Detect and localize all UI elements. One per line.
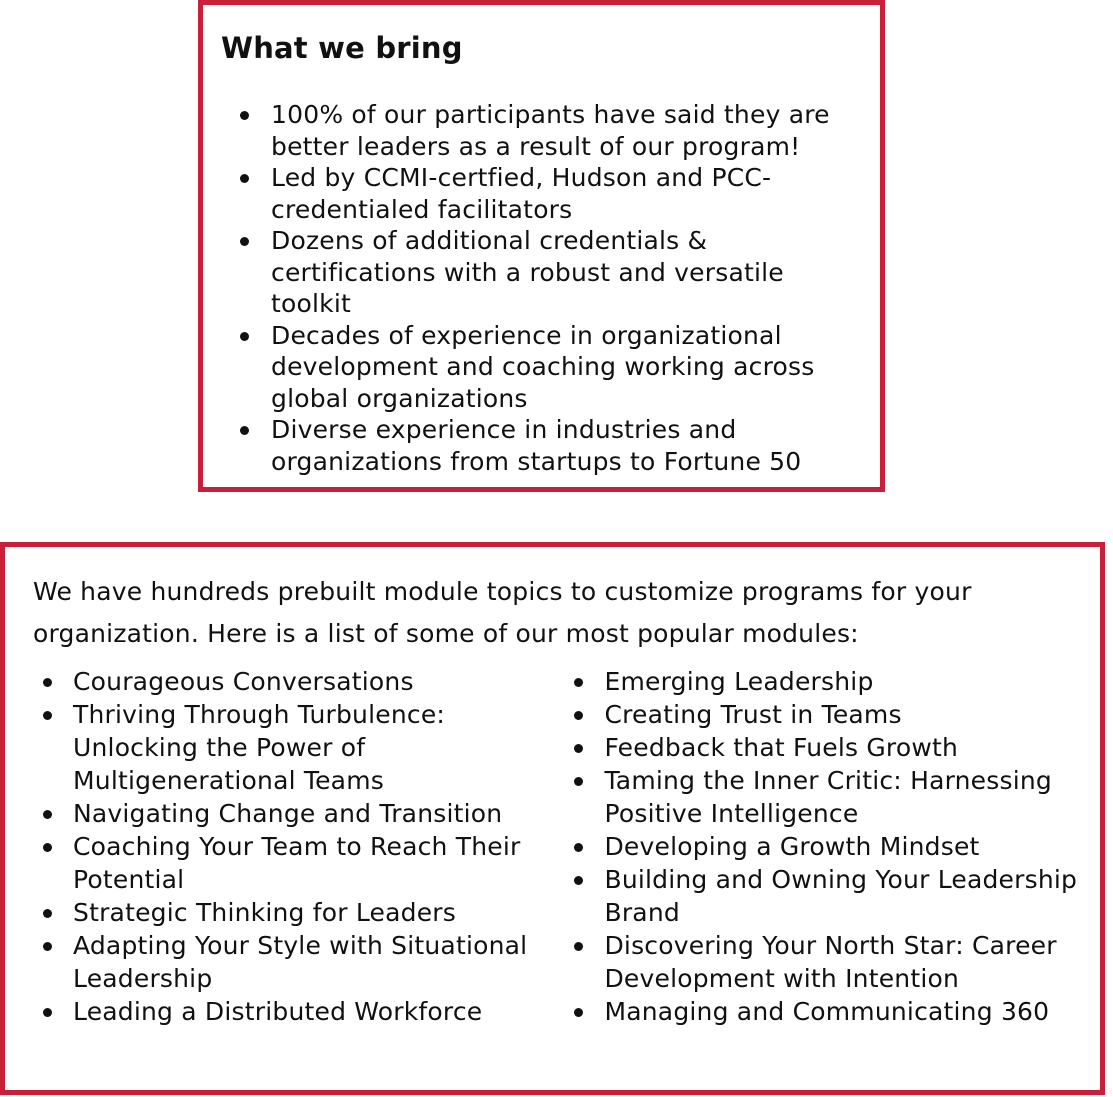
module-list-item: Navigating Change and Transition bbox=[33, 797, 564, 830]
module-list-item: Discovering Your North Star: Career Development with Intention bbox=[564, 929, 1090, 995]
module-list-item: Feedback that Fuels Growth bbox=[564, 731, 1090, 764]
module-list-item: Courageous Conversations bbox=[33, 665, 564, 698]
module-list-item: Coaching Your Team to Reach Their Potential bbox=[33, 830, 564, 896]
module-list-item: Thriving Through Turbulence: Unlocking the Power of Multigenerational Teams bbox=[33, 698, 564, 797]
bring-list-item: Led by CCMI-certfied, Hudson and PCC-credentialed facilitators bbox=[221, 162, 860, 225]
module-list-item: Creating Trust in Teams bbox=[564, 698, 1090, 731]
bring-list-item: Dozens of additional credentials & certifications with a robust and versatile toolkit bbox=[221, 225, 860, 320]
what-we-bring-title: What we bring bbox=[221, 31, 463, 65]
module-list-item: Adapting Your Style with Situational Leadership bbox=[33, 929, 564, 995]
modules-list-right bbox=[564, 665, 1090, 1028]
what-we-bring-panel bbox=[198, 0, 885, 492]
modules-panel bbox=[0, 542, 1105, 1095]
module-list-item: Leading a Distributed Workforce bbox=[33, 995, 564, 1028]
bring-list-item: Diverse experience in industries and organizations from startups to Fortune 50 bbox=[221, 414, 860, 477]
module-list-item: Managing and Communicating 360 bbox=[564, 995, 1090, 1028]
module-list-item: Emerging Leadership bbox=[564, 665, 1090, 698]
modules-intro: We have hundreds prebuilt module topics to customize programs for your organization. Here is a list of some of our most popular modules: bbox=[33, 577, 972, 648]
modules-list-left bbox=[33, 665, 564, 1028]
bring-list-item: 100% of our participants have said they are better leaders as a result of our program! bbox=[221, 99, 860, 162]
what-we-bring-list bbox=[221, 99, 860, 477]
bring-list-item: Decades of experience in organizational development and coaching working across global organizations bbox=[221, 320, 860, 415]
modules-columns bbox=[33, 665, 1090, 1028]
module-list-item: Developing a Growth Mindset bbox=[564, 830, 1090, 863]
module-list-item: Taming the Inner Critic: Harnessing Positive Intelligence bbox=[564, 764, 1090, 830]
module-list-item: Strategic Thinking for Leaders bbox=[33, 896, 564, 929]
module-list-item: Building and Owning Your Leadership Brand bbox=[564, 863, 1090, 929]
